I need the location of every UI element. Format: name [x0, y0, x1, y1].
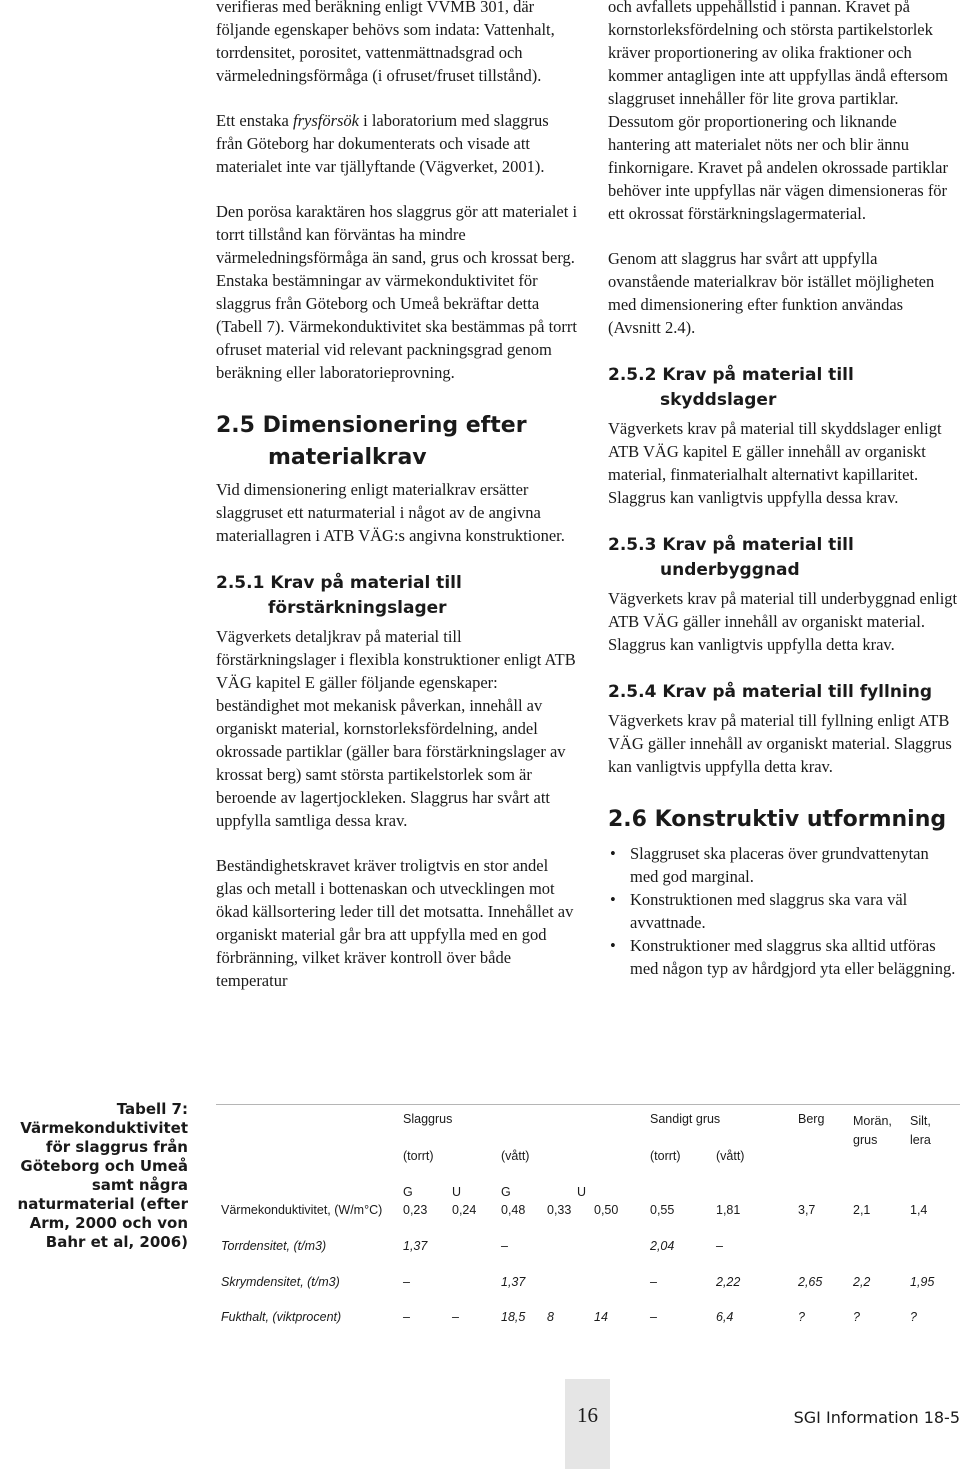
list-item-text: Konstruktioner med slaggrus ska alltid utföras med någon typ av hårdgjord yta eller beläggning.	[630, 936, 956, 978]
table-cell: 2,65	[798, 1275, 823, 1289]
table-cell: 0,24	[452, 1203, 477, 1217]
publication-series: SGI Information 18-5	[793, 1408, 960, 1427]
table-cell: 8	[547, 1310, 554, 1324]
section-heading-2-5	[216, 410, 578, 474]
list-item	[608, 934, 960, 980]
heading-text: Dimensionering efter	[262, 413, 527, 438]
paragraph: Vägverkets krav på material till fyllning enligt ATB VÄG gäller innehåll av organiskt material. Slaggrus kan vanligtvis uppfylla detta krav.	[608, 711, 952, 776]
table-cell: 0,48	[501, 1203, 526, 1217]
heading-number: 2.5.2	[608, 365, 657, 385]
table-cell: 1,37	[403, 1239, 428, 1253]
table-cell: 0,55	[650, 1203, 675, 1217]
heading-text: Krav på material till	[270, 573, 462, 593]
column-subheader: G	[403, 1185, 413, 1199]
table-cell: –	[650, 1275, 657, 1289]
column-subheader: (vått)	[501, 1149, 530, 1163]
table-cell: –	[650, 1310, 657, 1324]
emphasis-text: frysförsök	[292, 111, 359, 130]
row-label: Fukthalt, (viktprocent)	[221, 1310, 342, 1324]
table-cell: 2,2	[853, 1275, 871, 1289]
table-cell: 1,4	[910, 1203, 928, 1217]
paragraph: Vägverkets krav på material till skyddslager enligt ATB VÄG kapitel E gäller innehåll av organiskt material, finmaterialhalt alternativt kapillaritet. Slaggrus kan vanligtvis uppfylla dessa krav.	[608, 419, 942, 507]
bullet-icon: •	[610, 844, 616, 863]
column-subheader: (vått)	[716, 1149, 745, 1163]
table-cell: 0,33	[547, 1203, 572, 1217]
table-caption	[0, 1100, 188, 1252]
paragraph: Genom att slaggrus har svårt att uppfylla ovanstående materialkrav bör istället möjligheten med dimensionering efter funktion användas (Avsnitt 2.4).	[608, 249, 935, 337]
table-cell: 1,37	[501, 1275, 526, 1289]
list-item	[608, 842, 960, 888]
column-subheader: (torrt)	[403, 1149, 434, 1163]
column-header: Sandigt grus	[650, 1112, 721, 1126]
table-cell: –	[403, 1310, 410, 1324]
row-label: Värmekonduktivitet, (W/m°C)	[221, 1203, 383, 1217]
table-rule	[216, 1104, 960, 1105]
table-cell: 18,5	[501, 1310, 526, 1324]
page-number: 16	[577, 1403, 598, 1427]
row-label: Torrdensitet, (t/m3)	[221, 1239, 327, 1253]
table-cell: 2,1	[853, 1203, 871, 1217]
left-column	[216, 0, 578, 992]
table-cell: 6,4	[716, 1310, 734, 1324]
data-table	[216, 1100, 960, 1340]
bullet-list	[608, 842, 960, 980]
heading-number: 2.5.1	[216, 573, 265, 593]
table-cell: 2,04	[650, 1239, 675, 1253]
table-cell: ?	[853, 1310, 860, 1324]
section-heading-2-5-2	[608, 363, 960, 413]
section-heading-2-6: 2.6 Konstruktiv utformning	[608, 807, 947, 832]
caption-label: Tabell 7:	[116, 1100, 188, 1118]
paragraph: och avfallets uppehållstid i pannan. Kravet på kornstorleksfördelning och största partikelstorlek kräver proportionering av olika fraktioner och kommer antagligen inte att uppfyllas ändå eftersom slaggruset innehåller för lite grova partiklar. Dessutom gör proportionering och liknande hantering att materialet nöts ner och blir ännu finkornigare. Kravet på andelen okrossade partiklar behöver inte uppfyllas när vägen dimensioneras för ett okrossat förstärkningslagermaterial.	[608, 0, 948, 223]
table-cell: 0,23	[403, 1203, 428, 1217]
list-item	[608, 888, 960, 934]
table-cell: –	[716, 1239, 723, 1253]
table-cell: 0,50	[594, 1203, 619, 1217]
heading-number: 2.5.3	[608, 535, 657, 555]
table-cell: 2,22	[716, 1275, 741, 1289]
paragraph: Den porösa karaktären hos slaggrus gör att materialet i torrt tillstånd kan förväntas ha mindre värmeledningsförmåga än sand, grus och krossat berg. Enstaka bestämningar av värmekonduktivitet för slaggrus från Göteborg och Umeå bekräftar detta (Tabell 7). Värmekonduktivitet ska bestämmas på torrt ofruset material vid relevant packningsgrad genom beräkning eller laboratorieprovning.	[216, 202, 578, 382]
column-header: Silt, lera	[910, 1114, 931, 1147]
table-cell: 3,7	[798, 1203, 816, 1217]
paragraph: Vägverkets detaljkrav på material till förstärkningslager i flexibla konstruktioner enligt ATB VÄG kapitel E gäller följande egenskaper: beständighet mot mekanisk påverkan, innehåll av organiskt material, kornstorleksfördelning, andel okrossade partiklar (gäller bara förstärkningslager av krossat berg) samt största partikelstorlek som är beroende av lagertjockleken. Slaggrus har svårt att uppfylla samtliga dessa krav.	[216, 627, 576, 830]
section-heading-2-5-4: 2.5.4 Krav på material till fyllning	[608, 682, 933, 702]
column-header: Slaggrus	[403, 1112, 453, 1126]
caption-text: Värmekonduktivitet för slaggrus från Göteborg och Umeå samt några naturmaterial (efter Arm, 2000 och von Bahr et al, 2006)	[17, 1119, 188, 1251]
list-item-text: Slaggruset ska placeras över grundvattenytan med god marginal.	[630, 844, 929, 886]
paragraph-text: i laboratorium med slaggrus från Göteborg har dokumenterats och visade att materialet inte var tjällyftande (Vägverket, 2001).	[216, 111, 549, 176]
paragraph	[216, 109, 578, 178]
column-subheader: U	[577, 1185, 587, 1199]
table-cell: 14	[594, 1310, 608, 1324]
section-heading-2-5-1	[216, 571, 578, 621]
table-cell: –	[501, 1239, 508, 1253]
paragraph: Beständighetskravet kräver troligtvis en stor andel glas och metall i bottenaskan och utvecklingen mot ökad källsortering leder till det motsatta. Innehållet av organiskt material går bra att uppfylla med en god förbränning, vilket kräver kontroll över både temperatur	[216, 856, 574, 990]
table-cell: –	[452, 1310, 459, 1324]
table-cell: ?	[910, 1310, 917, 1324]
table-cell: –	[403, 1275, 410, 1289]
row-label: Skrymdensitet, (t/m3)	[221, 1275, 340, 1289]
paragraph: Vägverkets krav på material till underbyggnad enligt ATB VÄG gäller innehåll av organiskt material. Slaggrus kan vanligtvis uppfylla detta krav.	[608, 589, 958, 654]
column-subheader: U	[452, 1185, 462, 1199]
table-cell: ?	[798, 1310, 805, 1324]
bullet-icon: •	[610, 890, 616, 909]
heading-text: förstärkningslager	[268, 598, 447, 618]
column-subheader: G	[501, 1185, 511, 1199]
paragraph: verifieras med beräkning enligt VVMB 301, där följande egenskaper behövs som indata: Vattenhalt, torrdensitet, porositet, vattenmättnadsgrad och värmeledningsförmåga (i ofruset/fruset tillstånd).	[216, 0, 555, 85]
column-header: Morän, grus	[853, 1114, 892, 1147]
heading-number: 2.5	[216, 413, 255, 438]
bullet-icon: •	[610, 936, 616, 955]
section-heading-2-5-3	[608, 533, 960, 583]
heading-text: materialkrav	[268, 445, 427, 470]
paragraph-text: Ett enstaka	[216, 111, 293, 130]
table-cell: 1,95	[910, 1275, 935, 1289]
right-column	[608, 0, 960, 980]
paragraph: Vid dimensionering enligt materialkrav ersätter slaggruset ett naturmaterial i något av de angivna materiallagren i ATB VÄG:s angivna konstruktioner.	[216, 480, 565, 545]
heading-text: Krav på material till	[662, 535, 854, 555]
column-header: Berg	[798, 1112, 825, 1126]
heading-text: underbyggnad	[660, 560, 800, 580]
heading-text: Krav på material till	[662, 365, 854, 385]
table-cell: 1,81	[716, 1203, 741, 1217]
list-item-text: Konstruktionen med slaggrus ska vara väl avvattnade.	[630, 890, 908, 932]
column-subheader: (torrt)	[650, 1149, 681, 1163]
heading-text: skyddslager	[660, 390, 777, 410]
